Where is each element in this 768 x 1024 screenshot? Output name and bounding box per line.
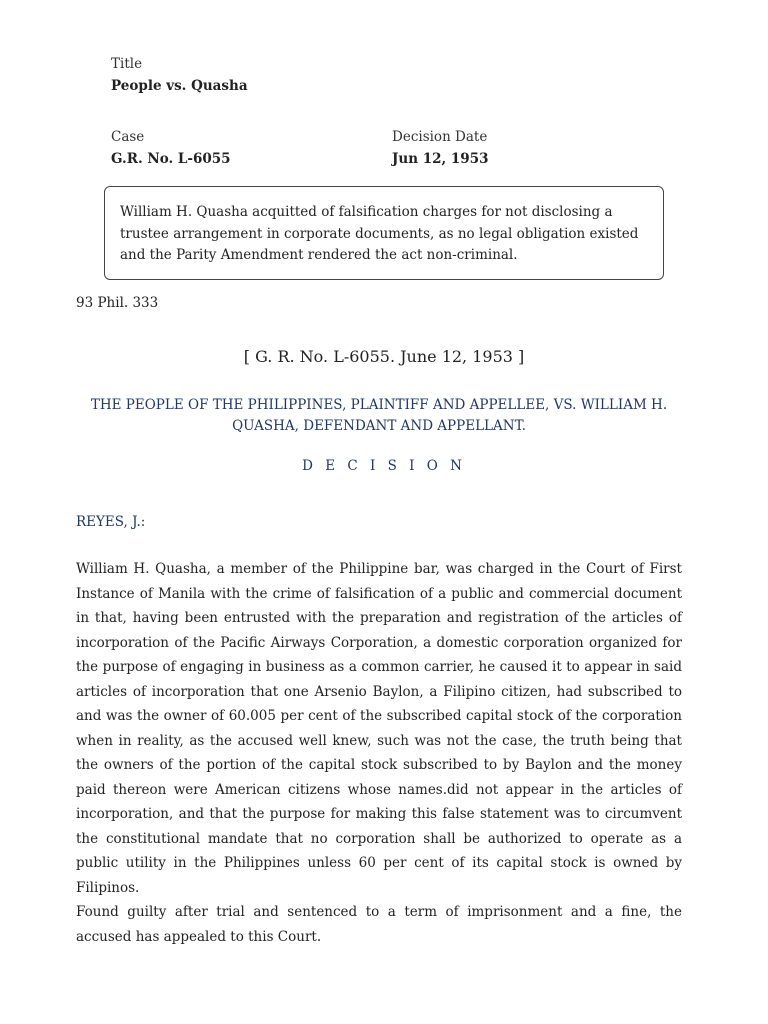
ponente: REYES, J.:: [76, 514, 146, 530]
citation: 93 Phil. 333: [76, 295, 159, 311]
decision-heading: D E C I S I O N: [302, 458, 466, 474]
body-paragraph: William H. Quasha, a member of the Philippine bar, was charged in the Court of First Instance of Manila with the crime of falsification of a public and commercial document in that, having been entrusted with the preparation and registration of the articles of incorporation of the Pacific Airways Corporation, a domestic corporation organized for the purpose of engaging in business as a common carrier, he caused it to appear in said articles of incorporation that one Arsenio Baylon, a Filipino citizen, had subscribed to and was the owner of 60.005 per cent of the subscribed capital stock of the corporation when in reality, as the accused well knew, such was not the case, the truth being that the owners of the portion of the capital stock subscribed to by Baylon and the money paid thereon were American citizens whose names.did not appear in the articles of incorporation, and that the purpose for making this false statement was to circumvent the constitutional mandate that no corporation shall be authorized to operate as a public utility in the Philippines unless 60 per cent of its capital stock is owned by Filipinos.: [76, 561, 682, 896]
case-label: Case: [111, 129, 145, 145]
summary-box: [104, 186, 664, 280]
title-value: People vs. Quasha: [111, 78, 248, 94]
case-value: G.R. No. L-6055: [111, 151, 231, 167]
body-paragraph: Found guilty after trial and sentenced to a term of imprisonment and a fine, the accused has appealed to this Court.: [76, 904, 682, 945]
title-label: Title: [111, 56, 143, 72]
parties-heading: THE PEOPLE OF THE PHILIPPINES, PLAINTIFF AND APPELLEE, VS. WILLIAM H. QUASHA, DEFENDANT AND APPELLANT.: [90, 397, 668, 434]
summary-text: William H. Quasha acquitted of falsification charges for not disclosing a trustee arrangement in corporate documents, as no legal obligation existed and the Parity Amendment rendered the act non-criminal.: [120, 204, 639, 263]
gr-heading: [ G. R. No. L-6055. June 12, 1953 ]: [243, 347, 525, 366]
decision-date-value: Jun 12, 1953: [392, 151, 489, 167]
decision-date-label: Decision Date: [392, 129, 488, 145]
